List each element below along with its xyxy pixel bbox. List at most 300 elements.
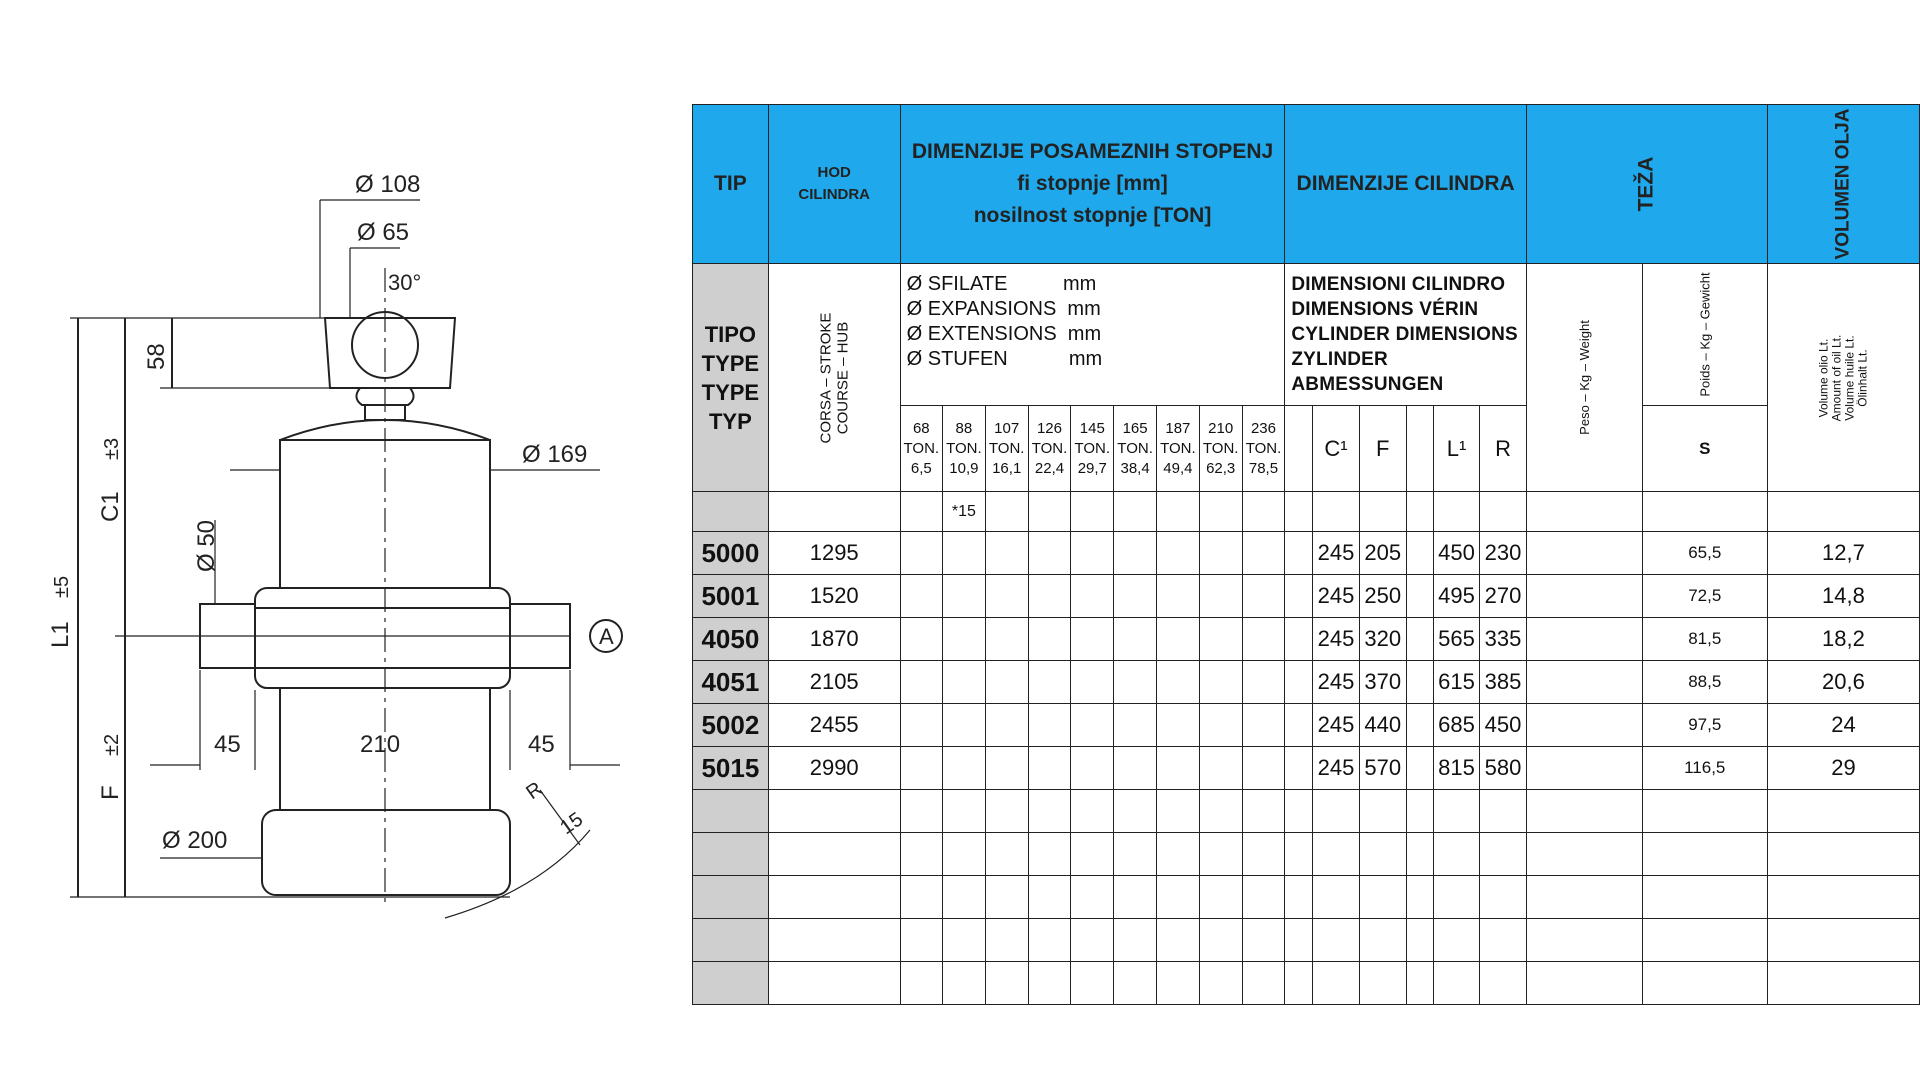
empty-cell [1406,919,1433,962]
empty-cell [1433,876,1479,919]
empty-cell [1767,919,1919,962]
stage-column-header: 210 TON. 62,3 [1199,406,1242,492]
stage-column-header: 126 TON. 22,4 [1028,406,1071,492]
empty-cell [985,876,1028,919]
empty-cell [1313,962,1360,1005]
row-tip: 5015 [693,747,769,790]
empty-cell [1359,833,1406,876]
stage-empty [1156,661,1199,704]
stage-available-dot [900,618,942,661]
note-row-label [693,492,769,532]
row-volume: 14,8 [1767,575,1919,618]
table-row-empty [693,833,1920,876]
table-row-empty [693,876,1920,919]
empty-cell [768,833,900,876]
dim-l1: L1 [47,621,74,648]
row-blank [1406,618,1433,661]
stage-available-dot [985,704,1028,747]
empty-cell [1285,919,1313,962]
note-cell [1313,492,1360,532]
empty-cell [943,833,986,876]
row-l1: 450 [1433,532,1479,575]
empty-cell [1242,919,1285,962]
note-cell [1285,492,1313,532]
empty-cell [985,833,1028,876]
stage-empty [1199,704,1242,747]
dim-f: F [97,785,124,800]
empty-cell [1199,790,1242,833]
row-blank [1526,704,1642,747]
row-blank [1526,747,1642,790]
empty-cell [1767,962,1919,1005]
empty-cell [1433,962,1479,1005]
empty-cell [693,962,769,1005]
row-stroke: 1870 [768,618,900,661]
empty-cell [900,833,942,876]
stage-empty [1199,747,1242,790]
row-weight: 88,5 [1642,661,1767,704]
row-tip: 5001 [693,575,769,618]
header-cylinder: DIMENZIJE CILINDRA [1285,105,1527,264]
empty-cell [693,833,769,876]
stage-available-dot [1028,618,1071,661]
row-blank [1285,618,1313,661]
row-f: 205 [1359,532,1406,575]
stage-available-dot [943,532,986,575]
note-cell [1242,492,1285,532]
row-weight: 65,5 [1642,532,1767,575]
dim-c1-tol: ±3 [101,437,123,460]
dim-phi-108: Ø 108 [355,171,421,198]
stage-available-dot [985,532,1028,575]
stage-available-dot [1028,747,1071,790]
empty-cell [1526,962,1642,1005]
row-blank [1406,661,1433,704]
stage-column-header: 145 TON. 29,7 [1071,406,1114,492]
empty-cell [1480,876,1527,919]
dim-phi-169: Ø 169 [522,441,588,468]
note-cell [1526,492,1642,532]
empty-cell [1285,962,1313,1005]
header-teza: TEŽA [1526,105,1767,264]
empty-cell [1767,876,1919,919]
dimension-column-header: L¹ [1433,406,1479,492]
row-blank [1285,532,1313,575]
note-cell [1480,492,1527,532]
stage-available-dot [1028,661,1071,704]
empty-cell [1359,962,1406,1005]
row-blank [1526,532,1642,575]
stage-empty [1156,747,1199,790]
table-row-empty [693,962,1920,1005]
empty-cell [1199,876,1242,919]
header-hod: HOD CILINDRA [768,105,900,264]
table-row [693,575,1920,618]
row-blank [1285,575,1313,618]
stage-available-dot [900,532,942,575]
weight-label-a: Peso – Kg – Weight [1526,264,1642,492]
empty-cell [943,919,986,962]
empty-cell [985,919,1028,962]
row-r: 335 [1480,618,1527,661]
weight-label-b: Poids – Kg – Gewicht [1642,264,1767,406]
stage-available-dot [985,618,1028,661]
row-r: 580 [1480,747,1527,790]
empty-cell [1406,876,1433,919]
empty-cell [943,962,986,1005]
row-r: 230 [1480,532,1527,575]
stage-empty [1199,575,1242,618]
empty-cell [693,876,769,919]
note-cell [768,492,900,532]
table-row [693,532,1920,575]
empty-cell [768,790,900,833]
empty-cell [768,919,900,962]
row-weight: 97,5 [1642,704,1767,747]
empty-cell [1313,876,1360,919]
row-l1: 615 [1433,661,1479,704]
empty-cell [1642,919,1767,962]
row-c1: 245 [1313,661,1360,704]
note-row [693,492,1920,532]
empty-cell [1114,790,1157,833]
stage-column-header: 187 TON. 49,4 [1156,406,1199,492]
empty-cell [1433,790,1479,833]
row-r: 385 [1480,661,1527,704]
stage-available-dot [943,661,986,704]
stage-available-dot [900,661,942,704]
stage-available-dot [900,704,942,747]
stage-empty [1199,532,1242,575]
row-c1: 245 [1313,532,1360,575]
dim-phi-50: Ø 50 [193,519,220,572]
stages-languages: Ø SFILATE mm Ø EXPANSIONS mm Ø EXTENSIONS mm Ø STUFEN mm [900,264,1285,406]
empty-cell [1406,962,1433,1005]
stage-column-header: 236 TON. 78,5 [1242,406,1285,492]
stage-available-dot [985,661,1028,704]
empty-cell [1114,962,1157,1005]
stage-empty [1156,704,1199,747]
stage-available-dot [943,575,986,618]
empty-cell [1156,833,1199,876]
row-weight: 116,5 [1642,747,1767,790]
empty-cell [768,962,900,1005]
row-tip: 4050 [693,618,769,661]
stage-empty [1242,618,1285,661]
row-f: 250 [1359,575,1406,618]
empty-cell [1114,876,1157,919]
empty-cell [1480,962,1527,1005]
empty-cell [1199,919,1242,962]
empty-cell [693,919,769,962]
empty-cell [1285,833,1313,876]
empty-cell [1071,833,1114,876]
stage-empty [1114,575,1157,618]
stage-available-dot [943,618,986,661]
cylinder-languages: DIMENSIONI CILINDRO DIMENSIONS VÉRIN CYLINDER DIMENSIONS ZYLINDER ABMESSUNGEN [1285,264,1527,406]
header-tip: TIP [693,105,769,264]
note-cell: *15 [943,492,986,532]
stage-empty [1114,704,1157,747]
dim-r-value: 15 [556,808,588,840]
empty-cell [1480,833,1527,876]
volume-labels: Volume olio Lt. Amount of oil Lt. Volume huile Lt. Ölinhalt Lt. [1767,264,1919,492]
note-cell [1156,492,1199,532]
stage-available-dot [943,747,986,790]
stage-available-dot [1071,532,1114,575]
note-cell [1199,492,1242,532]
stage-empty [1114,661,1157,704]
stage-empty [1242,532,1285,575]
row-volume: 12,7 [1767,532,1919,575]
empty-cell [1642,833,1767,876]
empty-cell [1313,919,1360,962]
stage-available-dot [1071,661,1114,704]
note-cell [1028,492,1071,532]
stage-available-dot [1071,747,1114,790]
type-labels: TIPO TYPE TYPE TYP [693,264,769,492]
stage-column-header: 107 TON. 16,1 [985,406,1028,492]
stage-available-dot [1071,704,1114,747]
row-blank [1285,747,1313,790]
row-stroke: 2455 [768,704,900,747]
row-r: 270 [1480,575,1527,618]
stage-available-dot [985,747,1028,790]
stage-empty [1156,618,1199,661]
note-cell [1071,492,1114,532]
empty-cell [943,790,986,833]
empty-cell [1480,790,1527,833]
stage-column-header: 68 TON. 6,5 [900,406,942,492]
empty-cell [1433,919,1479,962]
stage-empty [1242,704,1285,747]
stage-available-dot [1028,532,1071,575]
row-stroke: 2105 [768,661,900,704]
dim-f-tol: ±2 [101,733,123,756]
row-l1: 565 [1433,618,1479,661]
dim-45-right: 45 [528,731,555,758]
empty-cell [1285,790,1313,833]
table-row-empty [693,919,1920,962]
empty-cell [693,790,769,833]
empty-cell [1406,833,1433,876]
empty-cell [1642,790,1767,833]
stage-empty [1114,747,1157,790]
row-tip: 5002 [693,704,769,747]
empty-cell [985,790,1028,833]
dimension-column-header: R [1480,406,1527,492]
row-blank [1285,704,1313,747]
empty-cell [1642,962,1767,1005]
empty-cell [1642,876,1767,919]
table-row-empty [693,790,1920,833]
row-r: 450 [1480,704,1527,747]
stage-empty [1242,747,1285,790]
row-tip: 5000 [693,532,769,575]
stage-available-dot [1071,575,1114,618]
empty-cell [1767,790,1919,833]
empty-cell [1199,833,1242,876]
row-weight: 81,5 [1642,618,1767,661]
table-row [693,618,1920,661]
weight-s-label: S [1642,406,1767,492]
empty-cell [1156,790,1199,833]
empty-cell [1071,790,1114,833]
empty-cell [1242,876,1285,919]
row-blank [1406,704,1433,747]
stage-empty [1199,618,1242,661]
row-volume: 24 [1767,704,1919,747]
empty-cell [1526,876,1642,919]
empty-cell [1114,833,1157,876]
stage-column-header: 88 TON. 10,9 [943,406,986,492]
dim-r-label: R [522,777,547,805]
row-f: 370 [1359,661,1406,704]
row-blank [1406,532,1433,575]
stroke-label: CORSA – STROKE COURSE – HUB [768,264,900,492]
row-blank [1406,747,1433,790]
empty-cell [1071,919,1114,962]
table-row [693,704,1920,747]
empty-cell [943,876,986,919]
row-stroke: 2990 [768,747,900,790]
empty-cell [1313,833,1360,876]
dim-45-left: 45 [214,731,241,758]
dimension-column-header: F [1359,406,1406,492]
row-c1: 245 [1313,704,1360,747]
empty-cell [900,919,942,962]
empty-cell [1359,876,1406,919]
stage-available-dot [900,575,942,618]
row-l1: 815 [1433,747,1479,790]
row-blank [1526,618,1642,661]
note-cell [900,492,942,532]
stage-column-header: 165 TON. 38,4 [1114,406,1157,492]
dimension-column-header: C¹ [1313,406,1360,492]
stage-empty [1242,575,1285,618]
note-cell [985,492,1028,532]
row-c1: 245 [1313,618,1360,661]
table-row [693,661,1920,704]
empty-cell [1028,833,1071,876]
empty-cell [1028,919,1071,962]
empty-cell [985,962,1028,1005]
empty-cell [1114,919,1157,962]
dimension-column-header [1406,406,1433,492]
stage-empty [1156,532,1199,575]
row-l1: 495 [1433,575,1479,618]
stage-empty [1114,532,1157,575]
row-f: 320 [1359,618,1406,661]
empty-cell [1156,962,1199,1005]
stage-empty [1156,575,1199,618]
row-c1: 245 [1313,575,1360,618]
empty-cell [1028,876,1071,919]
stage-available-dot [1028,575,1071,618]
row-l1: 685 [1433,704,1479,747]
header-stages: DIMENZIJE POSAMEZNIH STOPENJ fi stopnje [mm] nosilnost stopnje [TON] [900,105,1285,264]
empty-cell [1028,962,1071,1005]
empty-cell [1526,790,1642,833]
cylinder-drawing [0,0,690,1078]
empty-cell [1359,790,1406,833]
row-blank [1526,661,1642,704]
row-blank [1285,661,1313,704]
note-cell [1114,492,1157,532]
stage-available-dot [985,575,1028,618]
empty-cell [1242,962,1285,1005]
spec-table [692,104,1920,1005]
dim-210: 210 [360,731,401,758]
empty-cell [1526,919,1642,962]
stage-available-dot [943,704,986,747]
note-cell [1642,492,1767,532]
row-blank [1406,575,1433,618]
row-f: 440 [1359,704,1406,747]
header-volumen: VOLUMEN OLJA [1767,105,1919,264]
empty-cell [1313,790,1360,833]
note-cell [1406,492,1433,532]
stage-available-dot [1028,704,1071,747]
empty-cell [900,790,942,833]
table-row [693,747,1920,790]
dim-c1: C1 [97,491,124,522]
dim-phi-200: Ø 200 [162,827,228,854]
note-cell [1359,492,1406,532]
row-c1: 245 [1313,747,1360,790]
empty-cell [1433,833,1479,876]
empty-cell [1028,790,1071,833]
stage-available-dot [900,747,942,790]
empty-cell [1767,833,1919,876]
row-volume: 18,2 [1767,618,1919,661]
dim-58: 58 [143,343,170,370]
row-weight: 72,5 [1642,575,1767,618]
row-volume: 20,6 [1767,661,1919,704]
row-stroke: 1520 [768,575,900,618]
stage-available-dot [1071,618,1114,661]
empty-cell [1242,833,1285,876]
note-cell [1767,492,1919,532]
dim-l1-tol: ±5 [51,575,73,598]
empty-cell [1199,962,1242,1005]
empty-cell [1406,790,1433,833]
empty-cell [900,876,942,919]
row-blank [1526,575,1642,618]
dim-phi-65: Ø 65 [357,219,410,246]
empty-cell [1071,876,1114,919]
empty-cell [1526,833,1642,876]
row-tip: 4051 [693,661,769,704]
dimension-column-header [1285,406,1313,492]
note-cell [1433,492,1479,532]
empty-cell [1359,919,1406,962]
empty-cell [1285,876,1313,919]
empty-cell [1242,790,1285,833]
empty-cell [1156,919,1199,962]
empty-cell [1156,876,1199,919]
stage-empty [1199,661,1242,704]
empty-cell [768,876,900,919]
empty-cell [1071,962,1114,1005]
stage-empty [1114,618,1157,661]
empty-cell [1480,919,1527,962]
row-volume: 29 [1767,747,1919,790]
stage-empty [1242,661,1285,704]
row-stroke: 1295 [768,532,900,575]
callout-a: A [599,624,614,649]
dim-angle: 30° [388,270,422,295]
